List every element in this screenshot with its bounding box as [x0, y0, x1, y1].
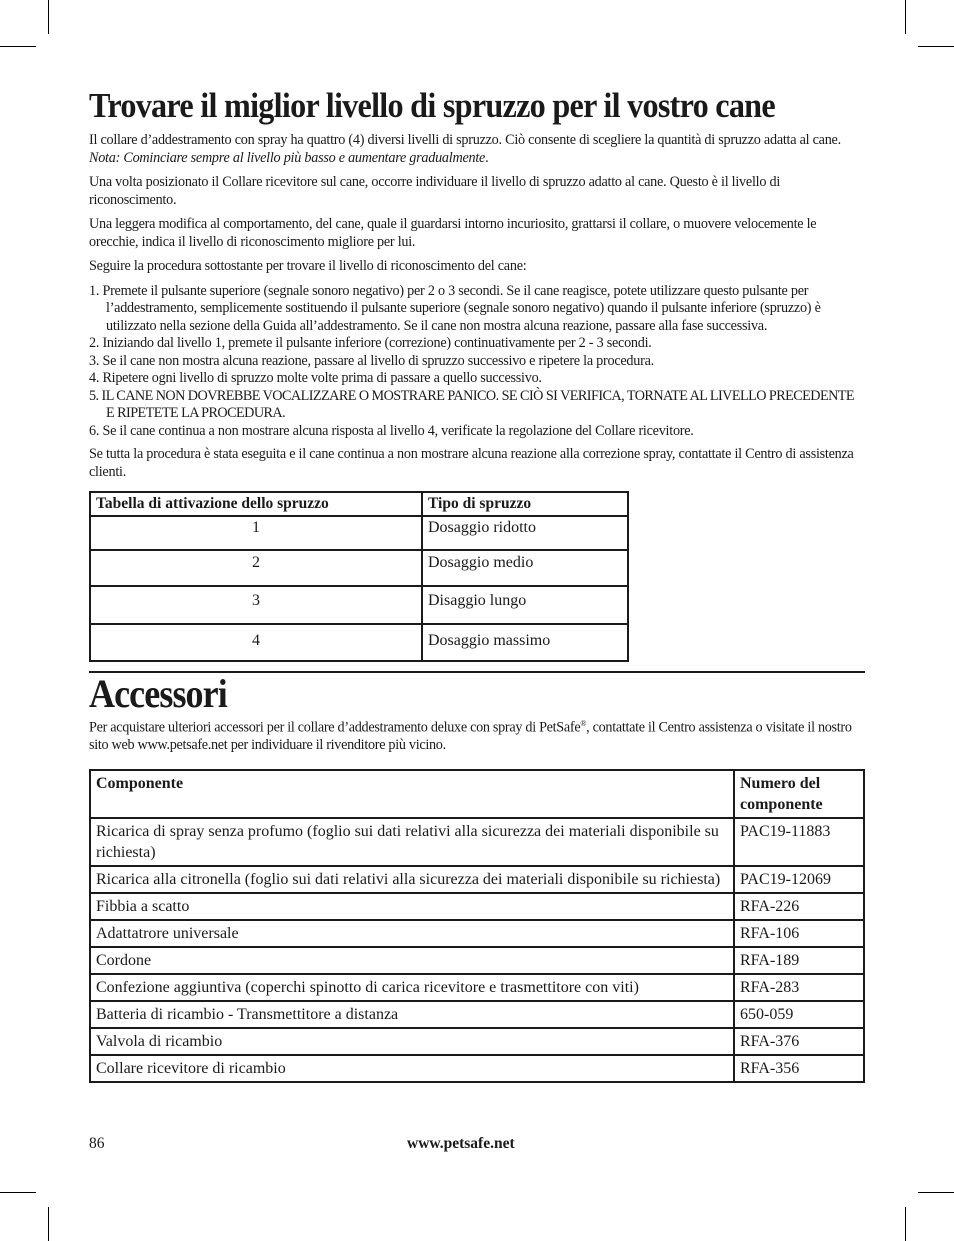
table-header-row: [90, 492, 628, 516]
accessories-table: [89, 769, 865, 1083]
spray-level: 2: [90, 550, 422, 586]
accessories-title: Accessori: [89, 671, 227, 716]
crop-mark: [0, 46, 36, 47]
accessories-text: Per acquistare ulteriori accessori per il collare d’addestramento deluxe con spray di PetSafe: [89, 719, 581, 736]
procedure-steps: [89, 283, 865, 441]
table-row: [90, 866, 864, 893]
component-name: Confezione aggiuntiva (coperchi spinotto di carica ricevitore e trasmettitore con viti): [90, 974, 734, 1001]
component-code: RFA-226: [734, 893, 864, 920]
table-row: [90, 1028, 864, 1055]
component-code: RFA-376: [734, 1028, 864, 1055]
component-name: Ricarica alla citronella (foglio sui dati relativi alla sicurezza dei materiali disponibile su richiesta): [90, 866, 734, 893]
accessories-text: , contattate il Centro assistenza o visitate il nostro sito web www.petsafe.net per individuare il rivenditore più vicino.: [89, 719, 852, 754]
component-name: Adattatrore universale: [90, 920, 734, 947]
spray-level: 4: [90, 624, 422, 661]
component-code: RFA-283: [734, 974, 864, 1001]
crop-mark: [48, 1207, 49, 1241]
spray-activation-table: [89, 491, 629, 662]
component-name: Ricarica di spray senza profumo (foglio sui dati relativi alla sicurezza dei materiali disponibile su richiesta): [90, 818, 734, 866]
step-item: 1. Premete il pulsante superiore (segnale sonoro negativo) per 2 o 3 secondi. Se il cane reagisce, potete utilizzare questo pulsante per l’addestramento, semplicemente sostituendo il pulsante superiore (segnale sonoro negativo) quando il pulsante inferiore (spruzzo) è utilizzato nella sezione della Guida all’addestramento. Se il cane non mostra alcuna reazione, passare alla fase successiva.: [89, 282, 821, 334]
table-row: [90, 550, 628, 586]
column-header: Tipo di spruzzo: [422, 492, 628, 516]
component-code: RFA-356: [734, 1055, 864, 1082]
table-row: [90, 624, 628, 661]
step-item-warning: 5. IL CANE NON DOVREBBE VOCALIZZARE O MOSTRARE PANICO. SE CIÒ SI VERIFICA, TORNATE AL LIVELLO PRECEDENTE E RIPETETE LA PROCEDURA.: [89, 387, 855, 421]
component-code: RFA-106: [734, 920, 864, 947]
accessories-intro: [89, 715, 865, 755]
crop-mark: [905, 0, 906, 34]
crop-mark: [918, 46, 954, 47]
step-item: 6. Se il cane continua a non mostrare alcuna risposta al livello 4, verificate la regolazione del Collare ricevitore.: [89, 422, 694, 439]
page-content: [89, 84, 865, 1083]
registered-mark: ®: [580, 719, 587, 728]
intro-paragraph: [89, 132, 865, 167]
paragraph-behavior: Una leggera modifica al comportamento, del cane, quale il guardarsi intorno incuriosito, grattarsi il collare, o muovere velocemente le orecchie, indica il livello di riconoscimento migliore per lui.: [89, 216, 817, 250]
intro-text: Il collare d’addestramento con spray ha quattro (4) diversi livelli di spruzzo. Ciò consente di scegliere la quantità di spruzzo adatta al cane.: [89, 132, 841, 148]
table-row: [90, 1001, 864, 1028]
component-name: Batteria di ricambio - Transmettitore a distanza: [90, 1001, 734, 1028]
table-row: [90, 1055, 864, 1082]
crop-mark: [48, 0, 49, 34]
component-code: 650-059: [734, 1001, 864, 1028]
table-row: [90, 947, 864, 974]
website-link[interactable]: www.petsafe.net: [407, 1135, 515, 1152]
component-code: RFA-189: [734, 947, 864, 974]
column-header: Numero del componente: [734, 770, 864, 818]
component-code: PAC19-11883: [734, 818, 864, 866]
spray-level: 1: [90, 516, 422, 550]
step-item: 2. Iniziando dal livello 1, premete il pulsante inferiore (correzione) continuativamente per 2 - 3 secondi.: [89, 335, 652, 351]
spray-type: Disaggio lungo: [422, 586, 628, 624]
component-name: Cordone: [90, 947, 734, 974]
table-row: [90, 516, 628, 550]
spray-type: Dosaggio ridotto: [422, 516, 628, 550]
paragraph-closing: Se tutta la procedura è stata eseguita e il cane continua a non mostrare alcuna reazione alla correzione spray, contattate il Centro di assistenza clienti.: [89, 446, 854, 480]
step-item: 4. Ripetere ogni livello di spruzzo molte volte prima di passare a quello successivo.: [89, 370, 542, 386]
spray-type: Dosaggio massimo: [422, 624, 628, 661]
component-name: Fibbia a scatto: [90, 893, 734, 920]
crop-mark: [0, 1192, 36, 1193]
table-row: [90, 920, 864, 947]
table-row: [90, 818, 864, 866]
table-row: [90, 893, 864, 920]
component-code: PAC19-12069: [734, 866, 864, 893]
table-row: [90, 974, 864, 1001]
intro-note: Nota: Cominciare sempre al livello più basso e aumentare gradualmente: [89, 149, 486, 166]
table-header-row: [90, 770, 864, 818]
intro-end: .: [485, 149, 489, 166]
component-name: Collare ricevitore di ricambio: [90, 1055, 734, 1082]
crop-mark: [918, 1192, 954, 1193]
paragraph-recognition-level: Una volta posizionato il Collare ricevitore sul cane, occorre individuare il livello di spruzzo adatto al cane. Questo è il livello di riconoscimento.: [89, 174, 781, 208]
column-header: Componente: [90, 770, 734, 818]
page-title: Trovare il miglior livello di spruzzo per il vostro cane: [89, 86, 775, 125]
spray-type: Dosaggio medio: [422, 550, 628, 586]
crop-mark: [905, 1207, 906, 1241]
table-row: [90, 586, 628, 624]
step-item: 3. Se il cane non mostra alcuna reazione, passare al livello di spruzzo successivo e ripetere la procedura.: [89, 352, 654, 369]
component-name: Valvola di ricambio: [90, 1028, 734, 1055]
column-header: Tabella di attivazione dello spruzzo: [90, 492, 422, 516]
paragraph-procedure-intro: Seguire la procedura sottostante per trovare il livello di riconoscimento del cane:: [89, 258, 527, 274]
page-number: 86: [89, 1135, 105, 1152]
spray-level: 3: [90, 586, 422, 624]
